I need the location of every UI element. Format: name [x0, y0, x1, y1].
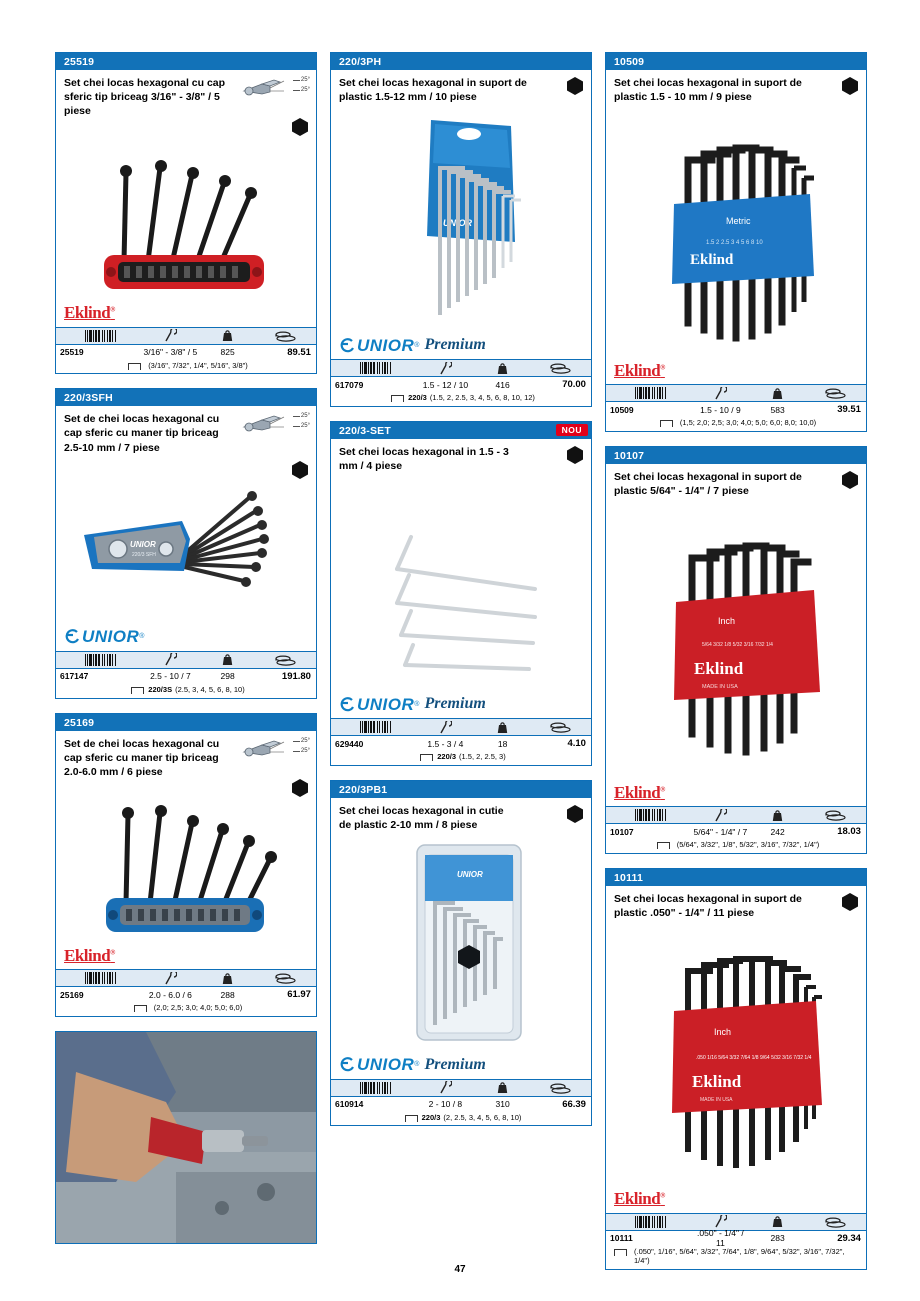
spec-ean: 10107: [610, 826, 634, 837]
spec-table: [331, 718, 591, 765]
barcode-icon: [56, 330, 142, 342]
column-left: [55, 52, 317, 1244]
price-icon: [256, 972, 316, 984]
size-icon: [417, 1081, 474, 1094]
hex-profile-icon: [567, 805, 583, 823]
hex-profile-icon: [842, 77, 858, 95]
brand-logo-row: [64, 301, 308, 325]
spec-note: [331, 1112, 591, 1126]
spec-weight: 283: [770, 1233, 785, 1244]
bracket-icon: [614, 1249, 627, 1256]
product-card-25169[interactable]: [55, 713, 317, 1017]
angle-25deg-icon: [240, 736, 310, 770]
hex-profile-icon: [842, 471, 858, 489]
bracket-icon: [134, 1005, 147, 1012]
bracket-icon: [131, 687, 144, 694]
svg-text:Metric: Metric: [726, 216, 751, 227]
product-image-four-small-keys: [339, 477, 583, 692]
price-icon: [531, 362, 591, 374]
spec-values-row: [56, 987, 316, 1002]
product-image-foldable-hexkey-blue: [64, 783, 308, 943]
spec-header-icons: [56, 328, 316, 345]
price-icon: [531, 721, 591, 733]
note-text: (1,5; 2,0; 2,5; 3,0; 4,0; 5,0; 6,0; 8,0; 10,0): [679, 418, 817, 428]
product-image-eklind-inch-holder: [614, 502, 858, 780]
spec-size: 1.5 - 10 / 9: [700, 404, 741, 415]
size-icon: [417, 362, 474, 375]
spec-values-row: [56, 669, 316, 684]
spec-header-icons: [606, 385, 866, 402]
eklind-logo: Eklind®: [64, 945, 115, 965]
barcode-icon: [56, 972, 142, 984]
hex-profile-icon: [567, 446, 583, 464]
spec-price: 89.51: [287, 346, 311, 358]
spec-weight: 825: [220, 347, 235, 358]
application-photo: [55, 1031, 317, 1244]
brand-logo-row: UNIOR ®: [64, 625, 308, 649]
spec-header-icons: [56, 652, 316, 669]
spec-price: 61.97: [287, 989, 311, 1001]
price-icon: [531, 1082, 591, 1094]
barcode-icon: [56, 654, 142, 666]
weight-icon: [474, 1081, 531, 1094]
price-icon: [806, 387, 866, 399]
spec-weight: 583: [770, 404, 785, 415]
product-card-10509[interactable]: [605, 52, 867, 432]
spec-note: [331, 751, 591, 765]
weight-icon: [199, 329, 256, 342]
svg-text:5/64 3/32 1/8 5/32 3/16 7: 5/64 3/32 1/8 5/32 3/16 7/32 1/4: [702, 642, 773, 649]
unior-logo: UNIOR: [82, 627, 140, 647]
unior-logo: UNIOR: [357, 694, 415, 714]
note-code: 220/3: [408, 393, 427, 403]
product-code: 220/3PB1: [339, 784, 388, 797]
spec-ean: 629440: [335, 738, 364, 749]
svg-text:MADE IN USA: MADE IN USA: [700, 1096, 733, 1103]
product-image-foldable-hexkey-red: [64, 123, 308, 301]
product-code: 220/3PH: [339, 56, 382, 68]
product-title: Set chei locas hexagonal in suport de plastic 5/64" - 1/4" / 7 piese: [614, 471, 802, 498]
svg-text:Eklind: Eklind: [694, 659, 744, 679]
spec-note: [56, 684, 316, 698]
price-icon: [806, 1216, 866, 1228]
barcode-icon: [331, 1082, 417, 1094]
spec-weight: 242: [770, 826, 785, 837]
brand-logo-row: UNIOR ® Premium: [339, 333, 583, 357]
size-icon: [142, 329, 199, 342]
page-number: 47: [454, 1264, 466, 1275]
spec-table: [331, 1079, 591, 1126]
product-code-header: [56, 53, 316, 70]
product-code: 10509: [614, 56, 645, 68]
eklind-logo: Eklind®: [614, 360, 665, 380]
svg-text:Inch: Inch: [718, 616, 736, 627]
spec-price: 18.03: [837, 826, 861, 838]
unior-swirl-icon: [339, 1057, 354, 1072]
brand-logo-row: UNIOR ® Premium: [339, 1053, 583, 1077]
product-card-220-3PB1[interactable]: [330, 780, 592, 1126]
spec-price: 191.80: [281, 670, 311, 682]
svg-text:UNIOR: UNIOR: [457, 869, 483, 879]
svg-text:Eklind: Eklind: [692, 1071, 742, 1091]
product-card-220-3SFH[interactable]: [55, 388, 317, 698]
spec-note: [56, 1002, 316, 1016]
bracket-icon: [420, 754, 433, 761]
spec-weight: 310: [495, 1099, 510, 1110]
column-middle: [330, 52, 592, 1140]
product-code: 220/3-SET: [339, 425, 391, 438]
size-icon: [142, 972, 199, 985]
svg-text:Inch: Inch: [714, 1026, 732, 1037]
brand-logo-row: [614, 1187, 858, 1211]
spec-price: 4.10: [567, 738, 586, 750]
column-right: [605, 52, 867, 1284]
product-card-220-3-SET[interactable]: [330, 421, 592, 766]
angle-label-bottom: 25°: [300, 747, 310, 754]
bracket-icon: [660, 420, 673, 427]
eklind-logo: Eklind®: [614, 1189, 665, 1209]
angle-25deg-icon: [240, 75, 310, 109]
product-code: 10107: [614, 450, 645, 463]
note-code: 220/3S: [148, 684, 173, 694]
product-image-unior-holder-metric: [339, 108, 583, 333]
product-code-header: [606, 53, 866, 70]
product-code-header: [331, 422, 591, 439]
size-icon: [417, 721, 474, 734]
angle-25deg-icon: [240, 411, 310, 445]
price-icon: [256, 654, 316, 666]
angle-label-bottom: 25°: [300, 423, 310, 430]
spec-values-row: [331, 377, 591, 392]
spec-ean: 10509: [610, 404, 634, 415]
barcode-icon: [331, 721, 417, 733]
product-title: Set chei locas hexagonal cu cap sferic tip briceag 3/16" - 3/8" / 5 piese: [64, 77, 226, 118]
note-text: (3/16", 7/32", 1/4", 5/16", 3/8"): [148, 360, 248, 370]
svg-text:220/3 SFH: 220/3 SFH: [132, 551, 156, 558]
angle-label-bottom: 25°: [300, 87, 310, 93]
product-card-25519[interactable]: [55, 52, 317, 374]
product-image-eklind-inch-holder-11pc: [614, 925, 858, 1187]
spec-table: [56, 327, 316, 374]
spec-note: [606, 839, 866, 853]
spec-price: 66.39: [562, 1098, 586, 1110]
price-icon: [256, 330, 316, 342]
spec-price: 70.00: [562, 379, 586, 391]
product-code-header: [56, 714, 316, 731]
svg-text:UNIOR: UNIOR: [130, 539, 156, 549]
note-text: (5/64", 3/32", 1/8", 5/32", 3/16", 7/32", 1/4"): [676, 840, 820, 850]
premium-logo: Premium: [424, 1055, 486, 1073]
spec-ean: 617147: [60, 671, 89, 682]
barcode-icon: [606, 809, 692, 821]
note-text: (2.5, 3, 4, 5, 6, 8, 10): [175, 684, 245, 694]
weight-icon: [474, 362, 531, 375]
note-text: (.050", 1/16", 5/64", 3/32", 7/64", 1/8", 9/64", 5/32", 3/16", 7/32", 1/4"): [634, 1246, 845, 1266]
spec-price: 39.51: [837, 404, 861, 416]
weight-icon: [749, 387, 806, 400]
brand-logo-row: [614, 358, 858, 382]
spec-values-row: [606, 1228, 866, 1249]
spec-values-row: [606, 402, 866, 417]
product-code: 10111: [614, 872, 644, 885]
note-text: (1.5, 2, 2.5, 3, 4, 5, 6, 8, 10, 12): [429, 393, 535, 403]
spec-values-row: [331, 736, 591, 751]
spec-table: [606, 1213, 866, 1270]
unior-swirl-icon: [339, 338, 354, 353]
spec-weight: 288: [220, 989, 235, 1000]
weight-icon: [199, 653, 256, 666]
product-code: 220/3SFH: [64, 392, 113, 405]
spec-weight: 18: [497, 738, 508, 749]
spec-size: 2.5 - 10 / 7: [150, 671, 191, 682]
spec-size: 2.0 - 6.0 / 6: [148, 989, 192, 1000]
product-code-header: [331, 781, 591, 798]
hex-profile-icon: [567, 77, 583, 95]
angle-label-top: 25°: [300, 77, 310, 83]
eklind-logo: Eklind®: [614, 782, 665, 802]
unior-swirl-icon: [64, 629, 79, 644]
spec-values-row: [606, 824, 866, 839]
bracket-icon: [391, 395, 404, 402]
price-icon: [806, 809, 866, 821]
brand-logo-row: [64, 943, 308, 967]
premium-logo: Premium: [424, 695, 486, 713]
product-title: Set chei locas hexagonal in suport de plastic 1.5-12 mm / 10 piese: [339, 77, 527, 104]
spec-table: [331, 359, 591, 406]
unior-logo: UNIOR: [357, 1055, 415, 1075]
weight-icon: [199, 972, 256, 985]
angle-label-top: 25°: [300, 413, 310, 420]
size-icon: [142, 653, 199, 666]
size-icon: [692, 809, 749, 822]
product-code-header: [606, 447, 866, 464]
product-code-header: [56, 389, 316, 406]
premium-logo: Premium: [424, 336, 486, 354]
spec-note: [606, 417, 866, 431]
barcode-icon: [606, 1216, 692, 1228]
spec-header-icons: [331, 719, 591, 736]
barcode-icon: [331, 362, 417, 374]
note-text: (2, 2.5, 3, 4, 5, 6, 8, 10): [443, 1112, 522, 1122]
spec-table: [56, 651, 316, 698]
product-title: Set chei locas hexagonal in suport de plastic 1.5 - 10 mm / 9 piese: [614, 77, 802, 104]
size-icon: [692, 1215, 749, 1228]
spec-table: [56, 969, 316, 1016]
product-title: Set de chei locas hexagonal cu cap sferic cu maner tip briceag 2.5-10 mm / 7 piese: [64, 413, 220, 454]
spec-weight: 298: [220, 671, 235, 682]
spec-ean: 10111: [610, 1233, 633, 1244]
spec-size: 1.5 - 3 / 4: [427, 738, 464, 749]
bracket-icon: [405, 1115, 418, 1122]
hex-profile-icon: [842, 893, 858, 911]
product-title: Set chei locas hexagonal in 1.5 - 3 mm / 4 piese: [339, 446, 509, 473]
svg-text:Eklind: Eklind: [690, 252, 734, 269]
product-image-eklind-metric-holder: [614, 108, 858, 358]
product-code-header: [606, 869, 866, 886]
spec-table: [606, 806, 866, 853]
spec-header-icons: [56, 970, 316, 987]
unior-swirl-icon: [339, 697, 354, 712]
eklind-logo: Eklind®: [64, 303, 115, 323]
spec-size: 2 - 10 / 8: [428, 1099, 463, 1110]
spec-size: .050" - 1/4" / 11: [697, 1228, 744, 1249]
spec-ean: 25169: [60, 989, 84, 1000]
spec-size: 3/16" - 3/8" / 5: [143, 347, 198, 358]
spec-ean: 610914: [335, 1099, 364, 1110]
product-code: 25169: [64, 716, 95, 729]
spec-note: [56, 360, 316, 374]
spec-note: [331, 392, 591, 406]
product-code: 25519: [64, 56, 95, 68]
spec-values-row: [331, 1097, 591, 1112]
product-title: Set de chei locas hexagonal cu cap sferic cu maner tip briceag 2.0-6.0 mm / 6 piese: [64, 737, 220, 778]
product-image-plastic-box-set: [339, 837, 583, 1053]
spec-header-icons: [331, 360, 591, 377]
bracket-icon: [128, 363, 141, 370]
spec-ean: 617079: [335, 379, 364, 390]
spec-ean: 25519: [60, 347, 84, 358]
product-code-header: [331, 53, 591, 70]
product-title: Set chei locas hexagonal in cutie de plastic 2-10 mm / 8 piese: [339, 805, 504, 832]
product-card-10111[interactable]: [605, 868, 867, 1270]
unior-logo: UNIOR: [357, 335, 415, 355]
svg-text:UNIOR: UNIOR: [443, 218, 472, 229]
product-image-unior-foldable-keys: [64, 459, 308, 625]
product-card-220-3PH[interactable]: [330, 52, 592, 407]
barcode-icon: [606, 387, 692, 399]
note-code: 220/3: [437, 752, 457, 762]
spec-weight: 416: [495, 379, 510, 390]
svg-text:MADE IN USA: MADE IN USA: [702, 684, 738, 691]
spec-header-icons: [606, 807, 866, 824]
weight-icon: [749, 809, 806, 822]
note-text: (2,0; 2,5; 3,0; 4,0; 5,0; 6,0): [153, 1003, 243, 1013]
svg-text:.050 1/16 5/64 3/32 7/64 1/8 9: .050 1/16 5/64 3/32 7/64 1/8 9/64 5/32 3/16 7/32 1/4: [696, 1054, 812, 1061]
product-title: Set chei locas hexagonal in suport de plastic .050" - 1/4" / 11 piese: [614, 893, 802, 920]
brand-logo-row: UNIOR ® Premium: [339, 692, 583, 716]
note-code: 220/3: [421, 1112, 441, 1122]
spec-values-row: [56, 345, 316, 360]
spec-price: 29.34: [837, 1232, 861, 1244]
spec-table: [606, 384, 866, 431]
spec-size: 1.5 - 12 / 10: [422, 379, 469, 390]
note-text: (1.5, 2, 2.5, 3): [459, 752, 506, 762]
spec-size: 5/64" - 1/4" / 7: [693, 826, 748, 837]
weight-icon: [749, 1215, 806, 1228]
size-icon: [692, 387, 749, 400]
product-card-10107[interactable]: [605, 446, 867, 854]
svg-text:1.5 2 2.5 3 4 5 6 8 10: 1.5 2 2.5 3 4 5 6 8 10: [706, 240, 763, 247]
angle-label-top: 25°: [300, 737, 310, 744]
bracket-icon: [657, 842, 670, 849]
spec-header-icons: [331, 1080, 591, 1097]
status-badge-new: NOU: [556, 424, 588, 436]
weight-icon: [474, 721, 531, 734]
brand-logo-row: [614, 780, 858, 804]
